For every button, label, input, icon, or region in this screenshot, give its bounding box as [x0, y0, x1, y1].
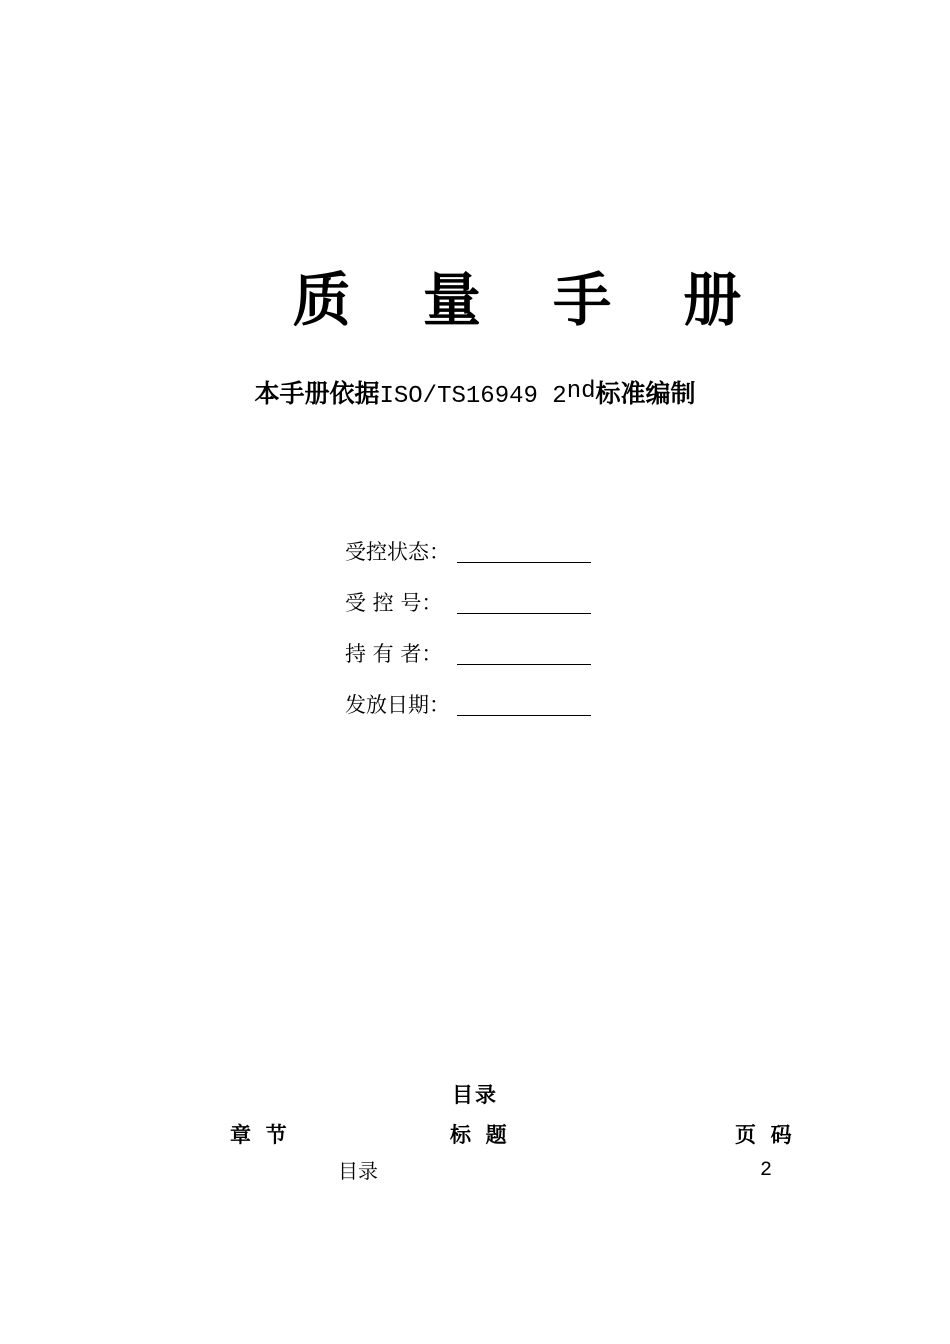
field-holder: [345, 636, 605, 687]
field-issue-date: [345, 687, 605, 738]
field-control-number: [345, 585, 605, 636]
field-control-status: [345, 534, 605, 585]
document-subtitle: [0, 374, 950, 417]
field-blank-line: [457, 585, 591, 614]
toc-header: [0, 1120, 950, 1150]
subtitle-prefix: 本手册依据: [254, 379, 380, 408]
subtitle-suffix: 标准编制: [595, 379, 696, 408]
field-label: 受 控 号：: [345, 591, 443, 615]
field-blank-line: [457, 687, 591, 716]
field-blank-line: [457, 534, 591, 563]
document-title: 质 量 手 册: [292, 266, 768, 334]
toc-header-heading: 标 题: [450, 1123, 507, 1147]
control-fields: [345, 534, 605, 738]
toc-header-chapter: 章 节: [230, 1123, 287, 1147]
toc-header-page: 页 码: [735, 1123, 792, 1147]
toc-title: 目录: [452, 1083, 498, 1107]
field-label: 发放日期：: [345, 693, 450, 717]
field-blank-line: [457, 636, 591, 665]
toc-entry[interactable]: [0, 1156, 950, 1186]
toc-entry-page: 2: [760, 1159, 773, 1182]
subtitle-superscript: nd: [566, 378, 596, 405]
field-label: 持 有 者：: [345, 642, 443, 666]
field-label: 受控状态：: [345, 540, 450, 564]
subtitle-standard: ISO/TS16949 2: [379, 383, 567, 410]
toc-entry-name: 目录: [338, 1159, 378, 1183]
